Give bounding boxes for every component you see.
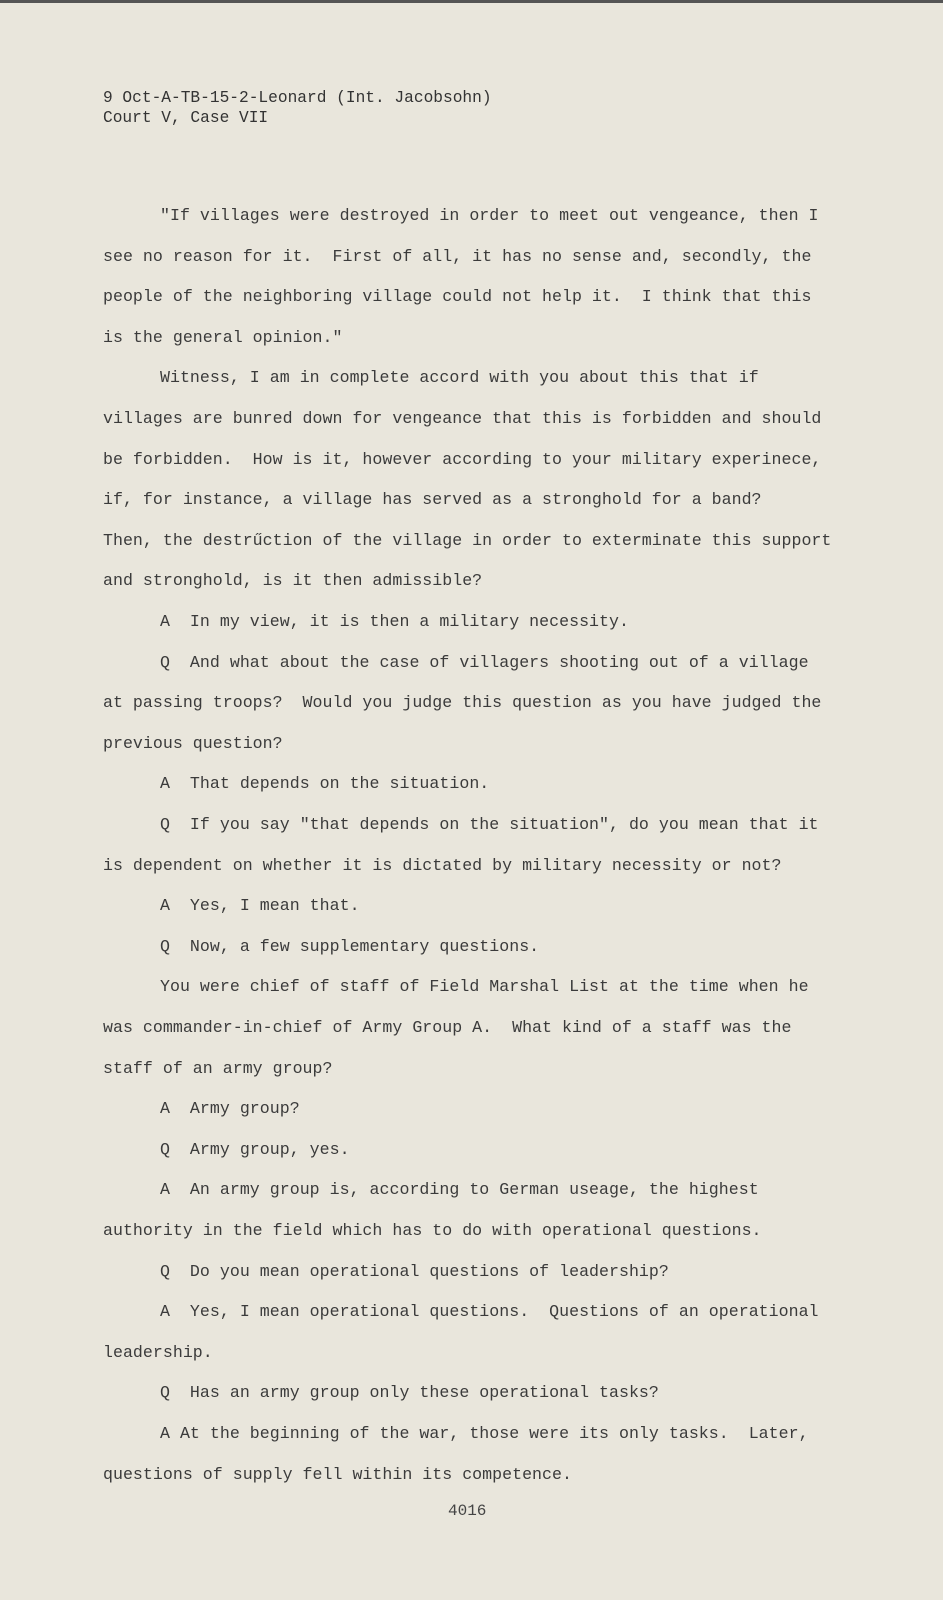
transcript-line: leadership. <box>103 1342 213 1362</box>
transcript-line: previous question? <box>103 733 283 753</box>
transcript-line: Q If you say "that depends on the situation", do you mean that it <box>160 815 819 834</box>
transcript-line: authority in the field which has to do with operational questions. <box>103 1221 762 1240</box>
transcript-line: A That depends on the situation. <box>160 774 490 794</box>
transcript-line: people of the neighboring village could not help it. I think that this <box>103 287 812 307</box>
header-court-case: Court V, Case VII <box>103 109 269 127</box>
scan-edge <box>0 0 943 3</box>
transcript-line: Q Army group, yes. <box>160 1139 350 1159</box>
page-number: 4016 <box>448 1502 487 1520</box>
transcript-line: A In my view, it is then a military necessity. <box>160 612 629 631</box>
transcript-line: Then, the destrűction of the village in order to exterminate this support <box>103 530 832 550</box>
transcript-line: Witness, I am in complete accord with you about this that if <box>160 368 759 388</box>
transcript-line: A Yes, I mean operational questions. Questions of an operational <box>160 1302 819 1322</box>
transcript-line: see no reason for it. First of all, it has no sense and, secondly, the <box>103 246 812 266</box>
header-reference: 9 Oct-A-TB-15-2-Leonard (Int. Jacobsohn) <box>103 89 492 107</box>
transcript-line: was commander-in-chief of Army Group A. What kind of a staff was the <box>103 1018 792 1037</box>
transcript-line: Q And what about the case of villagers shooting out of a village <box>160 652 809 672</box>
transcript-line: staff of an army group? <box>103 1058 333 1078</box>
transcript-line: at passing troops? Would you judge this question as you have judged the <box>103 693 822 713</box>
transcript-line: A An army group is, according to German useage, the highest <box>160 1180 759 1200</box>
document-header <box>103 88 492 128</box>
transcript-line: "If villages were destroyed in order to meet out vengeance, then I <box>160 206 819 225</box>
transcript-line: Q Do you mean operational questions of leadership? <box>160 1261 669 1281</box>
transcript-line: villages are bunred down for vengeance that this is forbidden and should <box>103 409 822 428</box>
transcript-line: is the general opinion." <box>103 327 343 347</box>
transcript-line: A Yes, I mean that. <box>160 896 360 916</box>
transcript-line: is dependent on whether it is dictated by military necessity or not? <box>103 855 782 875</box>
transcript-line: questions of supply fell within its competence. <box>103 1464 572 1484</box>
transcript-line: Q Now, a few supplementary questions. <box>160 936 540 956</box>
transcript-line: You were chief of staff of Field Marshal List at the time when he <box>160 977 809 997</box>
transcript-line: A Army group? <box>160 1099 300 1119</box>
transcript-line: A At the beginning of the war, those were its only tasks. Later, <box>160 1424 809 1443</box>
transcript-line: if, for instance, a village has served as a stronghold for a band? <box>103 490 762 510</box>
transcript-line: be forbidden. How is it, however according to your military experinece, <box>103 449 822 469</box>
transcript-line: Q Has an army group only these operational tasks? <box>160 1383 659 1403</box>
transcript-line: and stronghold, is it then admissible? <box>103 571 483 591</box>
